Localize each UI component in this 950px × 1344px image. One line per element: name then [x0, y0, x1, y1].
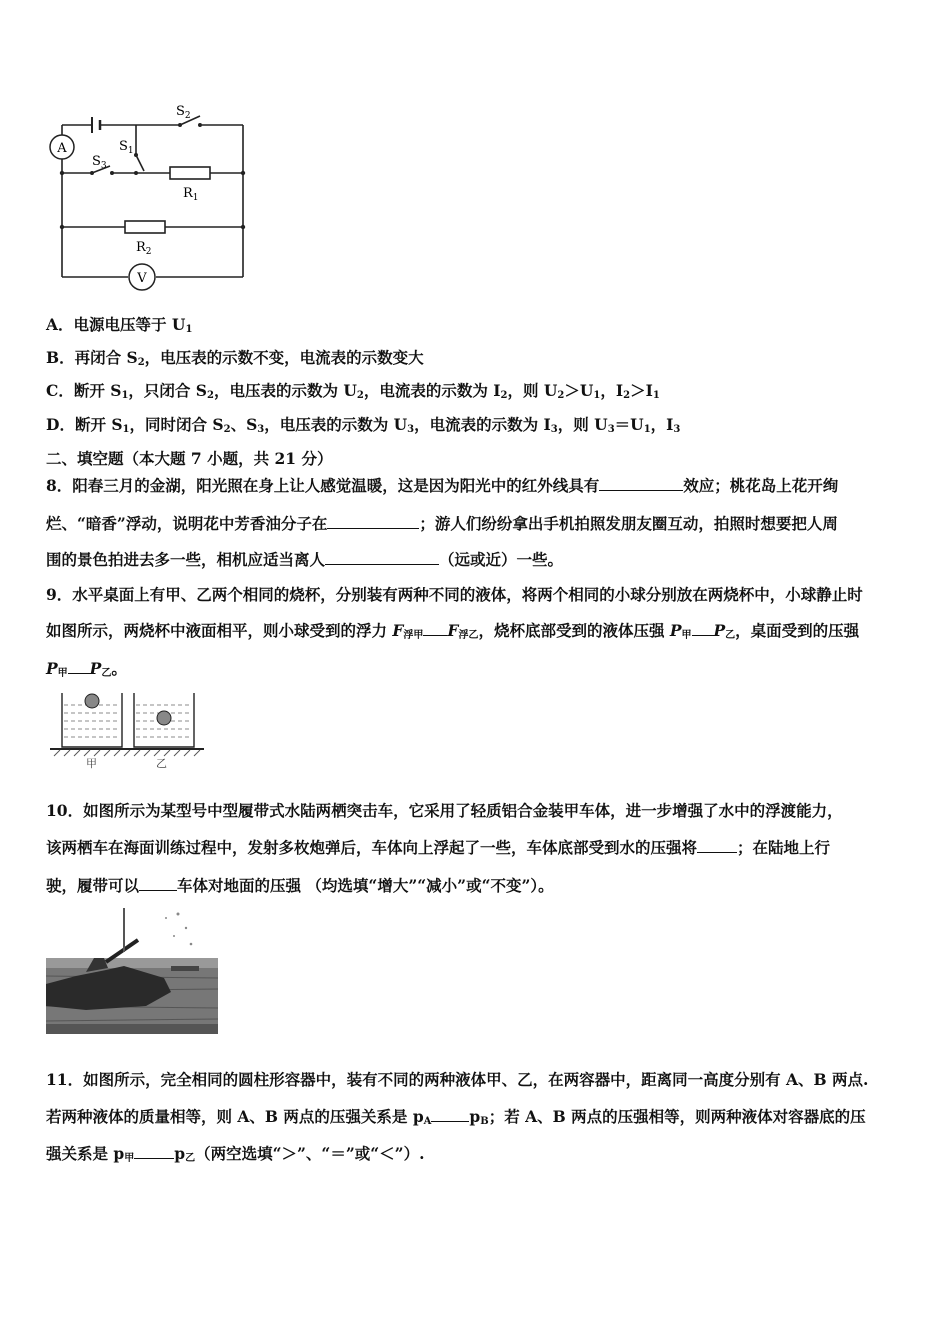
q11-line2: 若两种液体的质量相等，则 A、B 两点的压强关系是 $p_A$ $p_B$；若 A、B 两点的压强相等，则两种液体对容器底的压 [46, 1107, 866, 1127]
switch-s2-label: $S_2$ [176, 104, 191, 121]
option-b: B．再闭合 $S_2$，电压表的示数不变，电流表的示数变大 [46, 348, 424, 368]
beaker-label-jia: 甲 [86, 757, 97, 770]
beaker-label-yi: 乙 [156, 757, 167, 770]
amphibious-vehicle-photo [46, 906, 218, 1034]
q8-line1: 8．阳春三月的金湖，阳光照在身上让人感觉温暖，这是因为阳光中的红外线具有 效应；桃花岛上花开绚 [46, 476, 839, 495]
answer-blank[interactable] [697, 838, 737, 853]
ball-suspended [157, 711, 171, 725]
answer-blank[interactable] [599, 476, 683, 491]
q11-line1: 11．如图所示，完全相同的圆柱形容器中，装有不同的两种液体甲、乙，在两容器中，距离同一高度分别有 A、B 两点. [46, 1070, 869, 1089]
q11-line3: 强关系是 $p_甲$ $p_乙$（两空选填“＞”、“＝”或“＜”）. [46, 1144, 425, 1164]
q10-line1: 10．如图所示为某型号中型履带式水陆两栖突击车，它采用了轻质铝合金装甲车体，进一步增强了水中的浮渡能力， [46, 801, 843, 820]
q10-line2: 该两栖车在海面训练过程中，发射多枚炮弹后，车体向上浮起了一些，车体底部受到水的压强将 ；在陆地上行 [46, 838, 831, 857]
section-heading: 二、填空题（本大题 7 小题，共 21 分） [46, 449, 333, 468]
ball-floating [85, 694, 99, 708]
answer-blank[interactable] [327, 514, 419, 529]
q9-line2: 如图所示，两烧杯中液面相平，则小球受到的浮力 $F_{浮甲}$ $F_{浮乙}$，烧杯底部受到的液体压强 $P_甲$ $P_乙$，桌面受到的压强 [46, 621, 860, 641]
q8-line3: 围的景色拍进去多一些，相机应适当离人 （远或近）一些。 [46, 550, 564, 569]
answer-blank[interactable] [68, 659, 90, 674]
option-d: D．断开 $S_1$，同时闭合 $S_2$、$S_3$，电压表的示数为 $U_3$，电流表的示数为 $I_3$，则 $U_3=U_1$，$I_3$ [46, 415, 681, 435]
q8-line2: 烂、“暗香”浮动，说明花中芳香油分子在 ；游人们纷纷拿出手机拍照发朋友圈互动，拍照时想要把人周 [46, 514, 838, 533]
answer-blank[interactable] [431, 1107, 469, 1122]
answer-blank[interactable] [325, 550, 439, 565]
answer-blank[interactable] [692, 621, 714, 636]
voltmeter-label: V [137, 271, 147, 286]
answer-blank[interactable] [423, 621, 447, 636]
option-c: C．断开 $S_1$，只闭合 $S_2$，电压表的示数为 $U_2$，电流表的示数为 $I_2$，则 $U_2>U_1$，$I_2>I_1$ [46, 381, 660, 401]
q9-line3: $P_甲$ $P_乙$。 [46, 659, 127, 679]
ammeter-label: A [57, 141, 67, 156]
resistor-r2-label: $R_2$ [136, 240, 152, 257]
switch-s3-label: $S_3$ [92, 154, 107, 171]
q10-line3: 驶，履带可以 车体对地面的压强 （均选填“增大”“减小”或“不变”）。 [46, 876, 554, 895]
answer-blank[interactable] [139, 876, 177, 891]
beakers-diagram [44, 685, 209, 770]
option-a: A．电源电压等于 $U_1$ [46, 315, 193, 335]
resistor-r1-label: $R_1$ [183, 186, 199, 203]
q9-line1: 9．水平桌面上有甲、乙两个相同的烧杯，分别装有两种不同的液体，将两个相同的小球分别放在两烧杯中，小球静止时 [46, 585, 863, 604]
circuit-diagram [40, 95, 255, 295]
switch-s1-label: $S_1$ [119, 139, 134, 156]
answer-blank[interactable] [134, 1144, 174, 1159]
